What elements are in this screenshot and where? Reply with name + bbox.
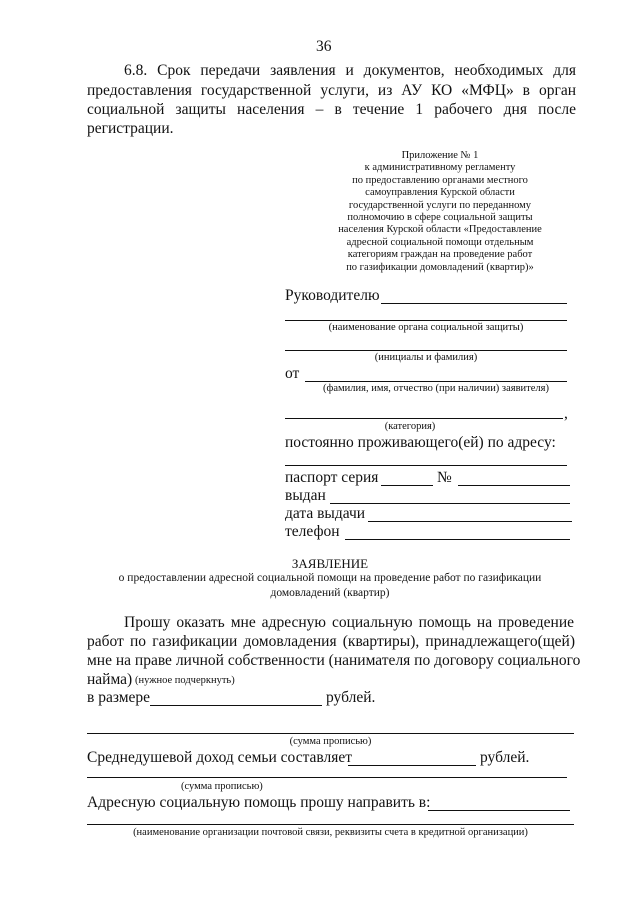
amount-rubles: рублей. bbox=[326, 689, 376, 706]
appendix-line: по газификации домовладений (квартир)» bbox=[346, 261, 534, 273]
initials-field[interactable] bbox=[285, 350, 567, 351]
issue-date-field[interactable] bbox=[368, 521, 572, 522]
appendix-header bbox=[300, 150, 580, 274]
phone-label: телефон bbox=[285, 523, 340, 540]
passport-series-label: паспорт серия bbox=[285, 469, 379, 486]
sum-caption-2: (сумма прописью) bbox=[181, 781, 263, 792]
org-details-field[interactable] bbox=[87, 824, 574, 825]
statement-title: ЗАЯВЛЕНИЕ bbox=[291, 556, 369, 571]
income-rubles: рублей. bbox=[480, 749, 530, 766]
passport-series-field[interactable] bbox=[381, 485, 433, 486]
para-6-8-line-1: 6.8. Срок передачи заявления и документов, необходимых для bbox=[124, 62, 576, 79]
issue-date-label: дата выдачи bbox=[285, 505, 366, 522]
residence-label: постоянно проживающего(ей) по адресу: bbox=[285, 434, 556, 451]
org-caption: (наименование организации почтовой связи, реквизиты счета в кредитной организации) bbox=[133, 827, 528, 838]
send-to-label: Адресную социальную помощь прошу направить в: bbox=[87, 794, 431, 811]
from-label: от bbox=[285, 365, 300, 382]
initials-caption: (инициалы и фамилия) bbox=[374, 352, 478, 363]
category-caption: (категория) bbox=[384, 421, 436, 432]
appendix-line: государственной услуги по переданному bbox=[348, 199, 532, 211]
appendix-line: категориям граждан на проведение работ bbox=[347, 249, 533, 261]
appendix-line: полномочию в сфере социальной защиты bbox=[347, 212, 533, 224]
amount-field[interactable] bbox=[150, 705, 322, 706]
appendix-line: самоуправления Курской области bbox=[365, 187, 515, 199]
organ-field[interactable] bbox=[285, 320, 567, 321]
appendix-line: по предоставлению органами местного bbox=[352, 174, 528, 186]
appendix-line: адресной социальной помощи отдельным bbox=[346, 236, 534, 248]
income-field[interactable] bbox=[348, 765, 476, 766]
send-to-field[interactable] bbox=[428, 810, 570, 811]
passport-number-field[interactable] bbox=[458, 485, 570, 486]
to-head-label: Руководителю bbox=[285, 287, 380, 304]
amount-words-field[interactable] bbox=[87, 733, 574, 734]
body-line-2: работ по газификации домовладения (квартиры), принадлежащего(щей) bbox=[87, 633, 575, 650]
sum-caption-1: (сумма прописью) bbox=[289, 736, 372, 747]
para-6-8-line-2: предоставления государственной услуги, из АУ КО «МФЦ» в орган bbox=[87, 82, 576, 99]
para-6-8-line-3: социальной защиты населения – в течение 1 рабочего дня после bbox=[87, 101, 576, 118]
amount-label: в размере bbox=[87, 689, 151, 706]
para-6-8-line-4: регистрации. bbox=[87, 120, 174, 137]
income-label: Среднедушевой доход семьи составляет bbox=[87, 749, 353, 766]
statement-subtitle-line-2: домовладений (квартир) bbox=[270, 587, 390, 599]
appendix-line: населения Курской области «Предоставление bbox=[338, 224, 542, 236]
appendix-line: к административному регламенту bbox=[364, 162, 516, 174]
address-field[interactable] bbox=[285, 465, 567, 466]
appendix-line: Приложение № 1 bbox=[401, 150, 479, 161]
organ-caption: (наименование органа социальной защиты) bbox=[328, 322, 524, 333]
applicant-field[interactable] bbox=[305, 381, 567, 382]
page-number: 36 bbox=[316, 38, 332, 55]
statement-subtitle-line-1: о предоставлении адресной социальной помощи на проведение работ по газификации bbox=[118, 572, 542, 584]
underline-note: (нужное подчеркнуть) bbox=[135, 675, 235, 686]
issued-field[interactable] bbox=[330, 503, 570, 504]
body-line-3: мне на праве личной собственности (нанимателя по договору социального bbox=[87, 652, 581, 669]
body-line-4: найма) bbox=[87, 671, 133, 688]
phone-field[interactable] bbox=[345, 539, 570, 540]
category-comma: , bbox=[564, 405, 568, 422]
issued-label: выдан bbox=[285, 487, 326, 504]
head-name-field[interactable] bbox=[381, 303, 567, 304]
passport-number-sign: № bbox=[437, 469, 452, 486]
applicant-caption: (фамилия, имя, отчество (при наличии) заявителя) bbox=[323, 383, 549, 394]
body-line-1: Прошу оказать мне адресную социальную помощь на проведение bbox=[124, 614, 574, 631]
category-field[interactable] bbox=[285, 418, 563, 419]
income-words-field[interactable] bbox=[87, 777, 567, 778]
